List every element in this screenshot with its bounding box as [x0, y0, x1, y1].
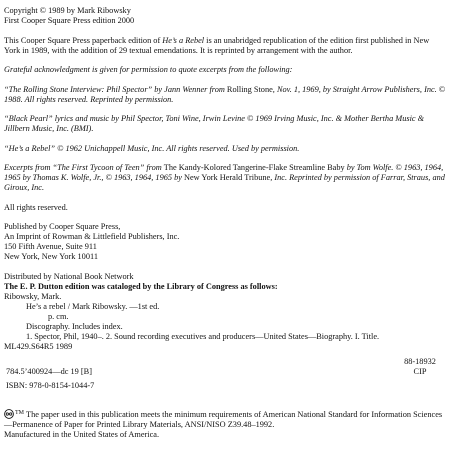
cip-lc-class: ML429.S64R5 1989	[4, 341, 73, 351]
infinity-paper-icon	[4, 409, 14, 419]
publisher-line-2: An Imprint of Rowman & Littlefield Publishers, Inc.	[4, 232, 180, 241]
paper-notice	[4, 408, 446, 430]
credit-ex-pre: Excerpts from “The First Tycoon of Teen” from	[4, 163, 164, 172]
credit-rs-mag: Rolling Stone	[226, 84, 273, 94]
publisher-line-3: 150 Fifth Avenue, Suite 911	[4, 242, 97, 251]
acknowledgment: Grateful acknowledgment is given for permission to quote excerpts from the following:	[4, 65, 293, 74]
cip-title: He’s a rebel / Mark Ribowsky. —1st ed.	[26, 301, 160, 311]
copyright-line: Copyright © 1989 by Mark Ribowsky	[4, 6, 131, 15]
credit-ex-post: , Inc. Reprinted by permission of Farrar, Straus, and Giroux, Inc.	[4, 173, 445, 192]
trademark-mark: TM	[15, 409, 24, 416]
cip-subjects: 1. Spector, Phil, 1940–. 2. Sound recording executives and producers—United States—Biography. I. Title.	[26, 331, 380, 341]
isbn: ISBN: 978-0-8154-1044-7	[6, 380, 95, 390]
credit-excerpts	[4, 163, 446, 193]
cip-label: CIP	[413, 366, 427, 376]
credit-rolling-stone	[4, 85, 446, 105]
cip-lccn: 88-18932	[404, 356, 436, 366]
paper-notice-text: The paper used in this publication meets the minimum requirements of American National Standard for Information Sciences—Permanence of Paper for Printed Library Materials, ANSI/NISO Z39.48–1992.	[4, 409, 443, 429]
publisher-line-4: New York, New York 10011	[4, 252, 98, 261]
cip-discography: Discography. Includes index.	[26, 321, 123, 331]
cip-dewey-row	[4, 357, 446, 377]
cip-author: Ribowsky, Mark.	[4, 291, 62, 301]
credit-hes-a-rebel: “He’s a Rebel” © 1962 Unichappell Music, Inc. All rights reserved. Used by permission.	[4, 143, 300, 153]
credit-ex-mid: by Tom Wolfe. © 1963, 1964, 1965 by Thomas K. Wolfe, Jr., © 1963, 1964, 1965 by	[4, 163, 444, 182]
edition-note-title: He’s a Rebel	[162, 35, 205, 45]
publisher-line-1: Published by Cooper Square Press,	[4, 222, 121, 231]
credit-rs-pre: “The Rolling Stone Interview: Phil Spector” by Jann Wenner from	[4, 84, 227, 94]
manufactured: Manufactured in the United States of America.	[4, 429, 160, 439]
edition-note-pre: This Cooper Square Press paperback edition of	[4, 35, 163, 45]
edition-note	[4, 36, 446, 56]
credit-rs-post: , Nov. 1, 1969, by Straight Arrow Publishers, Inc. © 1988. All rights reserved. Reprinted by permission.	[4, 84, 446, 104]
edition-line: First Cooper Square Press edition 2000	[4, 16, 135, 25]
credit-ex-paper: New York Herald Tribune	[184, 173, 271, 182]
cip-dewey: 784.5’400924—dc 19 [B]	[6, 366, 92, 376]
credit-black-pearl: “Black Pearl” lyrics and music by Phil Spector, Toni Wine, Irwin Levine © 1969 Irving Music, Inc. & Mother Bertha Music & Jillbern Music, Inc. (BMI).	[4, 114, 425, 133]
distribution: Distributed by National Book Network	[4, 271, 134, 281]
credit-ex-book: The Kandy-Kolored Tangerine-Flake Streamline Baby	[163, 163, 345, 172]
rights-reserved: All rights reserved.	[4, 202, 68, 212]
cip-lccn-block	[400, 357, 440, 377]
edition-note-post: is an unabridged republication of the edition first published in New York in 1989, with the addition of 29 textual emendations. It is reprinted by arrangement with the author.	[4, 35, 430, 55]
cip-pages: p. cm.	[48, 311, 69, 321]
cip-heading: The E. P. Dutton edition was cataloged by the Library of Congress as follows:	[4, 281, 278, 291]
copyright-page	[4, 6, 446, 440]
